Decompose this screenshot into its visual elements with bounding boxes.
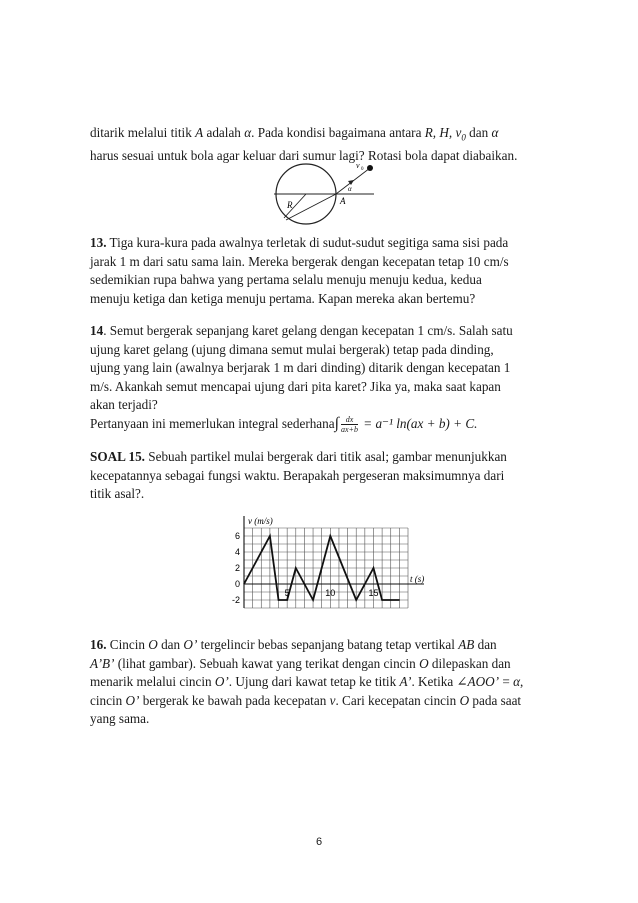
y-tick-label: 6 <box>234 531 240 541</box>
x-axis-label: t (s) <box>410 574 425 584</box>
intro-text: harus sesuai untuk bola agar keluar dari sumur lagi? Rotasi bola dapat diabaikan. <box>90 148 518 164</box>
x-tick-label: 5 <box>284 588 290 598</box>
question-text: akan terjadi? <box>90 397 158 413</box>
question-text: menarik melalui cincin <box>90 674 215 690</box>
page-number: 6 <box>315 836 323 848</box>
question-text: Tiga kura-kura pada awalnya terletak di sudut-sudut segitiga sama sisi pada <box>106 235 509 250</box>
velocity-point <box>252 567 253 568</box>
velocity-point <box>364 583 365 584</box>
question-text: dilepaskan dan <box>428 655 511 671</box>
velocity-point <box>278 599 279 600</box>
velocity-point <box>373 567 374 568</box>
question-text: Cincin <box>106 637 149 652</box>
intro-text: adalah <box>203 125 245 140</box>
question-text: kecepatannya sebagai fungsi waktu. Berapakah pergeseran maksimumnya dari <box>90 467 505 483</box>
velocity-point <box>356 599 357 600</box>
velocity-v: v <box>329 692 336 708</box>
intro-text: . Pada kondisi bagaimana antara <box>251 125 425 140</box>
ring-o-prime: O’ <box>125 692 140 708</box>
question-number: 14 <box>90 323 104 338</box>
velocity-point <box>330 535 331 536</box>
velocity-point <box>399 599 400 600</box>
y-tick-label: 0 <box>234 579 240 589</box>
question-text: ujung karet gelang (ujung dimana semut mulai bergerak) tetap pada dinding, <box>90 341 494 357</box>
ring-o-prime: O’ <box>214 674 229 690</box>
fraction-denominator: ax+b <box>341 425 358 435</box>
velocity-time-chart <box>228 512 434 616</box>
question-number: SOAL 15. <box>90 449 145 464</box>
intro-text: dan <box>465 125 492 140</box>
question-text: yang sama. <box>90 711 150 727</box>
question-text: dan <box>157 637 184 652</box>
subscript-zero: 0 <box>461 132 466 143</box>
point-a: A <box>195 125 204 140</box>
question-text: m/s. Akankah semut mencapai ujung dari pita karet? Jika ya, maka saat kapan <box>90 378 501 394</box>
rod-ab: AB <box>458 637 475 652</box>
ring-o-prime: O’ <box>183 637 198 652</box>
question-text: tergelincir bebas sepanjang batang tetap vertikal <box>197 637 459 652</box>
question-text: jarak 1 m dari satu sama lain. Mereka bergerak dengan kecepatan tetap 10 cm/s <box>90 253 509 269</box>
well-diagram <box>274 160 374 226</box>
label-r: R <box>287 200 293 210</box>
question-text: dan <box>474 637 497 652</box>
velocity-point <box>295 567 296 568</box>
y-axis-label: v (m/s) <box>248 516 273 526</box>
variables: R, H, v <box>424 125 462 140</box>
velocity-point <box>269 535 270 536</box>
alpha-symbol: α <box>244 125 252 140</box>
intro-text: ditarik melalui titik <box>90 125 196 140</box>
y-tick-label: 4 <box>234 547 240 557</box>
label-v: v <box>356 161 360 170</box>
question-number: 13. <box>90 235 107 250</box>
y-tick-label: -2 <box>231 595 240 605</box>
integral-result: = a⁻¹ ln(ax + b) + C. <box>359 415 478 431</box>
fraction <box>341 415 358 434</box>
fraction-numerator: dx <box>341 415 358 425</box>
question-text: titik asal?. <box>90 486 145 502</box>
alpha-symbol: α <box>513 674 520 690</box>
question-text: pada saat <box>469 692 522 708</box>
question-text: sedemikian rupa bahwa yang pertama selalu menuju menuju kedua, kedua <box>90 272 482 288</box>
question-13 <box>90 234 560 308</box>
question-text: = <box>499 674 514 690</box>
velocity-point <box>287 599 288 600</box>
velocity-point <box>304 583 305 584</box>
question-16 <box>90 636 560 729</box>
alpha-symbol: α <box>491 125 499 140</box>
question-text: cincin <box>90 692 126 708</box>
x-tick-label: 15 <box>368 588 379 598</box>
question-text: ujung yang lain (awalnya berjarak 1 m dari dinding) ditarik dengan kecepatan 1 <box>90 360 511 376</box>
question-text: Sebuah partikel mulai bergerak dari titik asal; gambar menunjukkan <box>144 449 507 464</box>
question-text: . Cari kecepatan cincin <box>335 692 460 708</box>
velocity-point <box>382 599 383 600</box>
question-text: , <box>520 674 524 690</box>
label-v-subscript: 0 <box>361 167 364 172</box>
question-text: bergerak ke bawah pada kecepatan <box>139 692 330 708</box>
point-a-prime: A’ <box>399 674 412 690</box>
label-a: A <box>340 196 346 206</box>
question-text: menuju ketiga dan ketiga menuju pertama. Kapan mereka akan bertemu? <box>90 290 476 306</box>
ring-o: O <box>419 655 429 671</box>
ring-o: O <box>148 637 158 652</box>
question-number: 16. <box>90 637 107 652</box>
y-tick-label: 2 <box>234 563 240 573</box>
question-text: (lihat gambar). Sebuah kawat yang terikat dengan cincin <box>114 655 420 671</box>
angle-aoo: ∠AOO’ <box>456 674 500 690</box>
question-text: . Ujung dari kawat tetap ke titik <box>228 674 400 690</box>
velocity-point <box>243 583 244 584</box>
x-tick-label: 10 <box>325 588 336 598</box>
ball-icon <box>367 165 373 171</box>
question-text: Pertanyaan ini memerlukan integral sederhana <box>90 415 335 431</box>
ring-o: O <box>459 692 470 708</box>
label-alpha: α <box>348 185 352 193</box>
question-text: . Ketika <box>411 674 457 690</box>
question-text: . Semut bergerak sepanjang karet gelang dengan kecepatan 1 cm/s. Salah satu <box>103 323 513 338</box>
velocity-point <box>312 599 313 600</box>
integral-sign: ∫ <box>334 414 339 432</box>
rod-ab-prime: A’B’ <box>90 655 115 671</box>
question-15 <box>90 448 560 504</box>
question-14 <box>90 322 560 434</box>
